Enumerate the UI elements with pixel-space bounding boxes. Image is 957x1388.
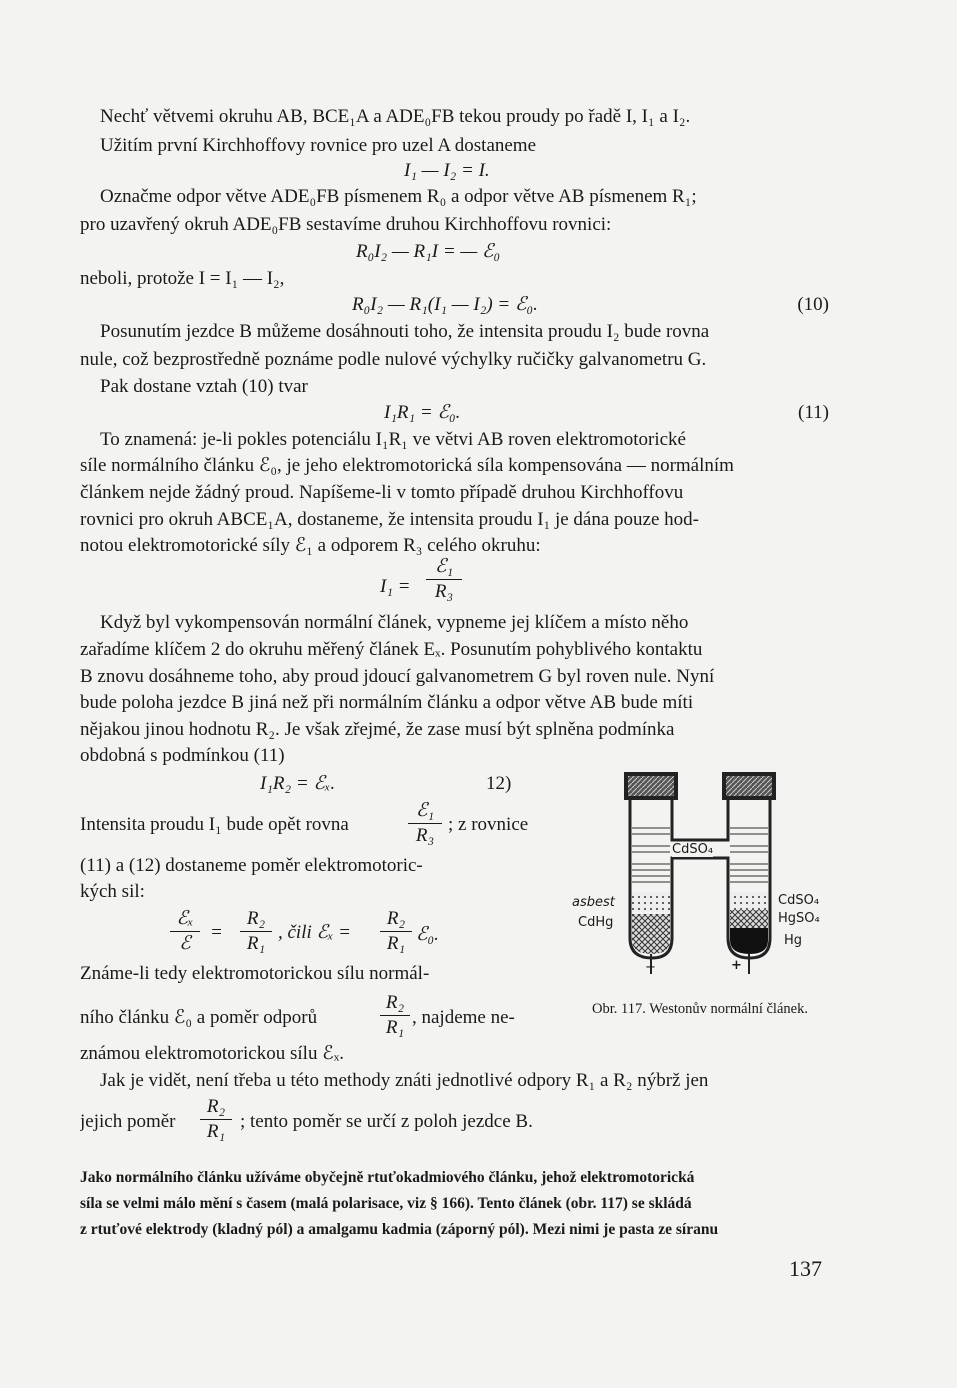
mercury-pool: [730, 928, 768, 954]
fraction-e1-r3: [408, 800, 442, 847]
text-line: neboli, protože I = I₁ — I₂,: [80, 268, 285, 289]
fraction-denominator: R₃: [434, 581, 454, 602]
fraction-bar: [200, 1119, 232, 1120]
text-line-side: (11) a (12) dostaneme poměr elektromotoric-: [80, 855, 423, 876]
fraction-denominator: R₁: [386, 933, 406, 954]
text-line: nějakou jinou hodnotu R₂. Je však zřejmé, že zase musí být splněna podmínka: [80, 719, 675, 740]
ratio-fraction-r2-r1: [240, 908, 272, 955]
ratio-tail: ℰ₀.: [416, 924, 439, 945]
cdhg-amalgam: [632, 914, 670, 954]
label-cdhg: CdHg: [578, 915, 614, 930]
fraction-numerator: R₂: [385, 992, 405, 1013]
text-line: Když byl vykompensován normální článek, vypneme jej klíčem a místo něho: [100, 612, 689, 633]
fraction-r2-r1-last: [200, 1096, 232, 1143]
text-line: bude poloha jezdce B jiná než při normálním článku a odpor větve AB bude míti: [80, 692, 694, 713]
text-line: Pak dostane vztah (10) tvar: [100, 376, 308, 397]
ratio-fraction-r2-r1-b: [380, 908, 412, 955]
text-line: článkem nejde žádný proud. Napíšeme-li v tomto případě druhou Kirchhoffovu: [80, 482, 684, 503]
text-line-side: kých sil:: [80, 881, 145, 902]
text-line-side: jejich poměr: [80, 1111, 176, 1132]
fraction-denominator: R₁: [385, 1017, 405, 1038]
fraction-bar: [240, 931, 272, 932]
text-line: zařadíme klíčem 2 do okruhu měřený článek Eₓ. Posunutím pohyblivého kontaktu: [80, 639, 703, 660]
footnote-line: síla se velmi málo mění s časem (malá polarisace, viz § 166). Tento článek (obr. 117) se skládá: [80, 1195, 692, 1212]
fraction-numerator: ℰ₁: [415, 800, 435, 821]
equation-10-number: (10): [797, 294, 829, 315]
equation-i1-fraction: [426, 556, 462, 603]
text-line: pro uzavřený okruh ADE₀FB sestavíme druhou Kirchhoffovu rovnici:: [80, 214, 612, 235]
text-line: Označme odpor větve ADE₀FB písmenem R₀ a odpor větve AB písmenem R₁;: [100, 186, 697, 207]
fraction-bar: [426, 579, 462, 580]
text-line-side: známou elektromotorickou sílu ℰₓ.: [80, 1043, 344, 1064]
fraction-numerator: R₂: [206, 1096, 226, 1117]
text-line: To znamená: je-li pokles potenciálu I₁R₁ ve větvi AB roven elektromotorické: [100, 429, 686, 450]
label-plus-pole: +: [731, 958, 742, 973]
footnote-line: z rtuťové elektrody (kladný pól) a amalgamu kadmia (záporný pól). Mezi nimi je pasta ze síranu: [80, 1221, 719, 1238]
fraction-numerator: R₂: [386, 908, 406, 929]
text-line: nule, což bezprostředně poznáme podle nulové výchylky ručičky galvanometru G.: [80, 349, 707, 370]
equation-11-number: (11): [798, 402, 829, 423]
footnote-line: Jako normálního článku užíváme obyčejně rtuťokadmiového článku, jehož elektromotorická: [80, 1169, 695, 1186]
equation-11: I₁R₁ = ℰ₀.: [384, 402, 461, 423]
equation-10: R₀I₂ — R₁(I₁ — I₂) = ℰ₀.: [352, 294, 538, 315]
text-line: síle normálního článku ℰ₀, je jeho elektromotorická síla kompensována — normálním: [80, 455, 734, 476]
ratio-cili: , čili ℰₓ =: [278, 922, 351, 943]
fraction-bar: [380, 1015, 410, 1016]
cdso4-crystals: [730, 892, 768, 910]
fraction-numerator: ℰ₁: [434, 556, 454, 577]
text-line: Posunutím jezdce B můžeme dosáhnouti toho, že intensita proudu I₂ bude rovna: [100, 321, 710, 342]
label-cdso4-right: CdSO₄: [778, 893, 820, 908]
equation-12: I₁R₂ = ℰₓ.: [260, 773, 336, 794]
fraction-denominator: R₁: [246, 933, 266, 954]
label-hg: Hg: [784, 933, 803, 948]
label-cdso4-top: CdSO₄: [672, 842, 714, 857]
text-line: obdobná s podmínkou (11): [80, 745, 285, 766]
fraction-numerator: ℰₓ: [176, 908, 194, 929]
text-line: rovnici pro okruh ABCE₁A, dostaneme, že intensita proudu I₁ je dána pouze hod-: [80, 509, 699, 530]
label-hgso4: HgSO₄: [778, 911, 820, 926]
equation-kirchhoff-1: I₁ — I₂ = I.: [404, 160, 490, 181]
text-line-side: Intensita proudu I₁ bude opět rovna: [80, 814, 349, 835]
figure-caption: Obr. 117. Westonův normální článek.: [592, 1001, 808, 1017]
equation-kirchhoff-2: R₀I₂ — R₁I = — ℰ₀: [356, 241, 501, 262]
hgso4-paste: [730, 910, 768, 928]
text-line: notou elektromotorické síly ℰ₁ a odporem R₃ celého okruhu:: [80, 535, 541, 556]
fraction-numerator: R₂: [246, 908, 266, 929]
text-line: B znovu dosáhneme toho, aby proud jdoucí galvanometrem G byl roven nule. Nyní: [80, 666, 715, 687]
ratio-equals: =: [210, 922, 223, 943]
fraction-denominator: R₁: [206, 1121, 226, 1142]
text-line: Jak je vidět, není třeba u této methody znáti jednotlivé odpory R₁ a R₂ nýbrž jen: [100, 1070, 709, 1091]
text-line: Nechť větvemi okruhu AB, BCE₁A a ADE₀FB tekou proudy po řadě I, I₁ a I₂.: [100, 106, 691, 127]
fraction-denominator: ℰ: [179, 933, 191, 954]
label-minus-pole: −: [645, 960, 656, 975]
text-line-side: Známe-li tedy elektromotorickou sílu normál-: [80, 963, 430, 984]
fraction-denominator: R₃: [415, 825, 435, 846]
text-line-side: ního článku ℰ₀ a poměr odporů: [80, 1007, 318, 1028]
right-stopper-texture: [726, 776, 772, 796]
text-z-rovnice: ; z rovnice: [448, 814, 529, 835]
text-line: Užitím první Kirchhoffovy rovnice pro uzel A dostaneme: [100, 135, 537, 156]
fraction-bar: [408, 823, 442, 824]
label-asbest: asbest: [572, 895, 615, 910]
fraction-bar: [380, 931, 412, 932]
text-najdeme: , najdeme ne-: [412, 1007, 515, 1028]
ratio-fraction-ex-e: [170, 908, 200, 955]
fraction-r2-r1-ratio: [380, 992, 410, 1039]
h-tube-bridge: [672, 800, 728, 840]
equation-i1-lhs: I₁ =: [380, 576, 411, 597]
equation-12-number: 12): [486, 773, 512, 794]
page-number: 137: [789, 1256, 822, 1281]
left-stopper-texture: [628, 776, 674, 796]
weston-cell-figure: [612, 768, 792, 978]
asbest-layer: [632, 892, 670, 912]
text-tento-pomer: ; tento poměr se určí z poloh jezdce B.: [240, 1111, 533, 1132]
fraction-bar: [170, 931, 200, 932]
